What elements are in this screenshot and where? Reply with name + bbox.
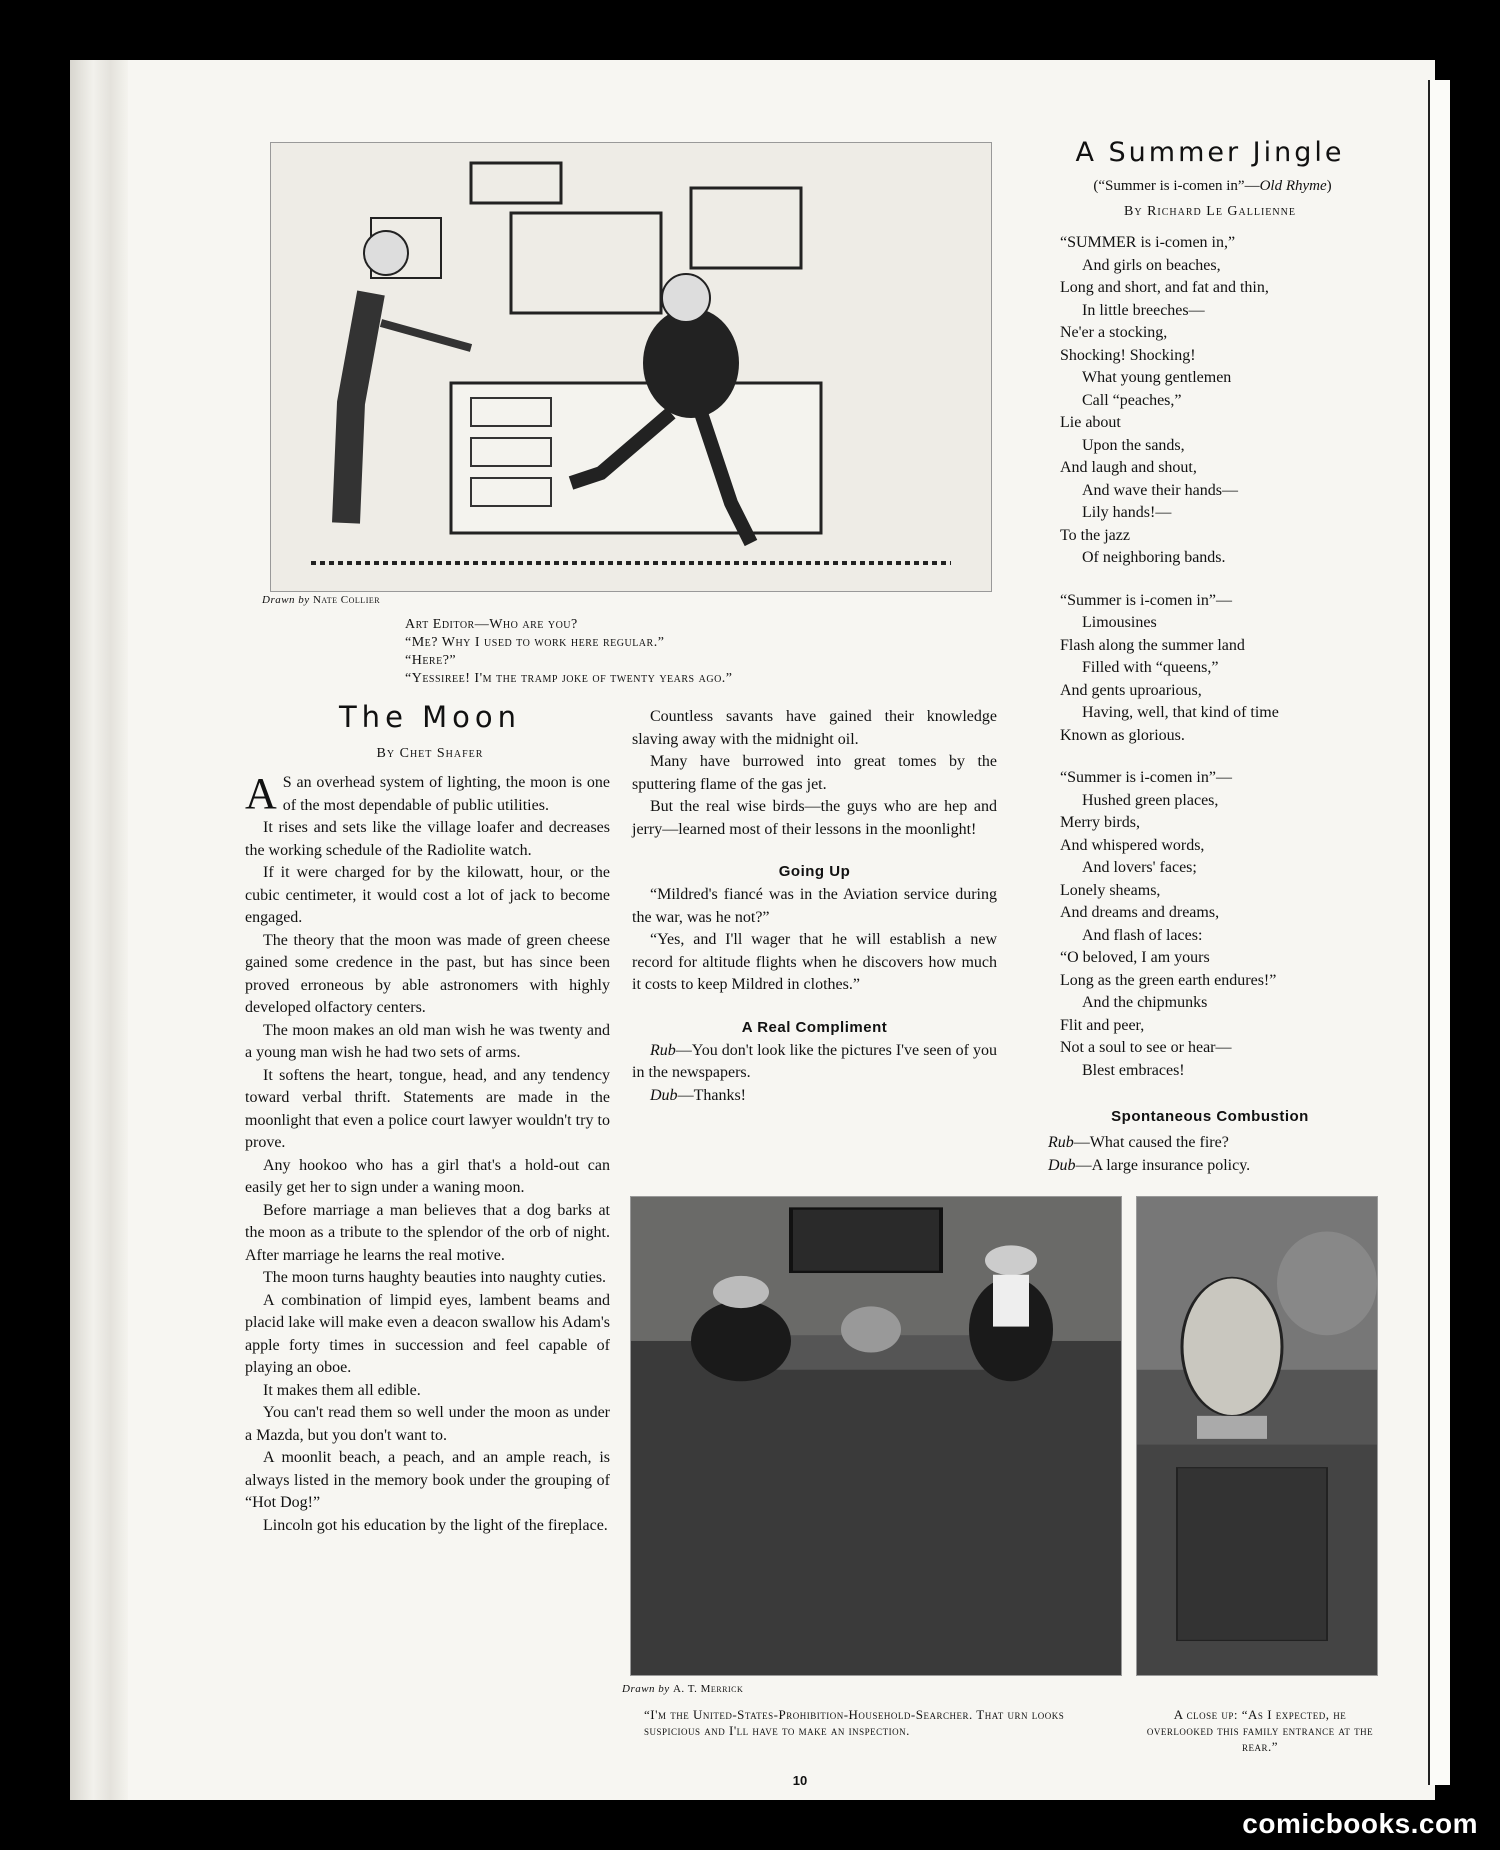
moon-article-col1	[245, 769, 610, 1537]
poem-stanza-3	[1060, 767, 1400, 1082]
paragraph: A moonlit beach, a peach, and an ample reach, is always listed in the memory book under the grouping of “Hot Dog!”	[245, 1449, 610, 1511]
page-binding-edge	[70, 60, 128, 1800]
paragraph: The theory that the moon was made of green cheese gained some credence in the past, but has since been proved erroneous by able astronomers with highly developed olfactory centers.	[245, 931, 610, 1016]
moon-byline: By Chet Shafer	[376, 746, 484, 761]
jingle-subtitle: (“Summer is i-comen in”—Old Rhyme)	[1093, 178, 1332, 194]
poem-line: Long and short, and fat and thin,	[1060, 279, 1269, 296]
compliment-dialogue	[632, 1040, 997, 1108]
paragraph: “Yes, and I'll wager that he will establish a new record for altitude flights when he discovers how much it costs to keep Mildred in clothes.”	[632, 931, 997, 993]
jingle-title: A Summer Jingle	[1075, 137, 1345, 168]
poem-line: Lie about	[1060, 414, 1121, 431]
dialogue-line: Dub—Thanks!	[650, 1086, 746, 1104]
poem-line: Not a soul to see or hear—	[1060, 1039, 1232, 1056]
paragraph: It rises and sets like the village loafer and decreases the working schedule of the Radiolite watch.	[245, 819, 610, 859]
poem-line: Having, well, that kind of time	[1082, 704, 1279, 721]
paragraph: Many have burrowed into great tomes by the sputtering flame of the gas jet.	[632, 753, 997, 793]
poem-line: “Summer is i-comen in”—	[1060, 769, 1232, 786]
bottom-illustration-credit: Drawn by A. T. Merrick	[622, 1683, 744, 1695]
paragraph: If it were charged for by the kilowatt, hour, or the cubic centimeter, it would cost a lot of jack to become engaged.	[245, 864, 610, 926]
poem-line: “O beloved, I am yours	[1060, 949, 1210, 966]
dialogue-line: Rub—You don't look like the pictures I've seen of you in the newspapers.	[632, 1041, 997, 1081]
poem-line: Lily hands!—	[1082, 504, 1172, 521]
poem-line: Merry birds,	[1060, 814, 1140, 831]
jingle-byline: By Richard Le Gallienne	[1124, 204, 1296, 219]
jingle-poem	[1060, 232, 1400, 1082]
paragraph: The moon makes an old man wish he was twenty and a young man wish he had two sets of arms.	[245, 1021, 610, 1061]
poem-line: Upon the sands,	[1082, 436, 1185, 454]
poem-line: Flit and peer,	[1060, 1016, 1145, 1034]
family-entrance-illustration	[1136, 1196, 1378, 1676]
poem-line: And whispered words,	[1060, 836, 1205, 854]
dialogue-line: Dub—A large insurance policy.	[1048, 1156, 1251, 1174]
paragraph: But the real wise birds—the guys who are hep and jerry—learned most of their lessons in the moonlight!	[632, 798, 997, 838]
caption-line: Art Editor—Who are you?	[405, 617, 578, 632]
poem-line: “SUMMER is i-comen in,”	[1060, 234, 1236, 251]
poem-line: Shocking! Shocking!	[1060, 346, 1196, 364]
caption-line: “Me? Why I used to work here regular.”	[405, 635, 665, 650]
poem-line: Of neighboring bands.	[1082, 549, 1226, 566]
page-number: 10	[792, 1773, 808, 1788]
poem-line: And the chipmunks	[1082, 994, 1208, 1011]
poem-line: Lonely sheams,	[1060, 881, 1161, 899]
moon-article-col2	[632, 706, 997, 1107]
poem-line: And laugh and shout,	[1060, 459, 1197, 476]
poem-line: Filled with “queens,”	[1082, 659, 1219, 676]
paragraph: It makes them all edible.	[263, 1381, 421, 1399]
paragraph: The moon turns haughty beauties into naughty cuties.	[263, 1269, 607, 1286]
paragraph: It softens the heart, tongue, head, and any tendency toward verbal thrift. Statements are made in the moonlight that even a police court lawyer wouldn't try to prove.	[245, 1066, 610, 1151]
poem-line: And lovers' faces;	[1082, 859, 1197, 876]
poem-line: Flash along the summer land	[1060, 636, 1245, 654]
compliment-heading: A Real Compliment	[741, 1018, 888, 1036]
moon-title: The Moon	[338, 700, 522, 734]
poem-line: What young gentlemen	[1082, 369, 1232, 386]
poem-line: And flash of laces:	[1082, 926, 1203, 944]
paragraph: Lincoln got his education by the light of the fireplace.	[263, 1516, 608, 1534]
paragraph: Countless savants have gained their knowledge slaving away with the midnight oil.	[632, 708, 997, 748]
dialogue-line: Rub—What caused the fire?	[1048, 1134, 1229, 1151]
paragraph: Before marriage a man believes that a dog barks at the moon as a tribute to the splendor of the orb of night. After marriage he learns the real motive.	[245, 1201, 610, 1264]
site-watermark: comicbooks.com	[1242, 1808, 1478, 1839]
paragraph: Any hookoo who has a girl that's a hold-out can easily get her to sign under a waning moon.	[245, 1156, 610, 1196]
poem-line: And wave their hands—	[1082, 481, 1238, 499]
poem-line: Call “peaches,”	[1082, 391, 1182, 409]
prohibition-caption: “I'm the United-States-Prohibition-Household-Searcher. That urn looks suspicious and I'll have to make an inspection.	[644, 1707, 1065, 1738]
poem-line: Known as glorious.	[1060, 726, 1185, 744]
poem-stanza-1	[1060, 232, 1400, 570]
drop-cap: A	[245, 769, 277, 818]
moon-first-paragraph: A S an overhead system of lighting, the moon is one of the most dependable of public utilities.	[245, 769, 610, 818]
caption-line: “Here?”	[405, 653, 457, 668]
poem-stanza-2	[1060, 590, 1400, 748]
poem-line: Long as the green earth endures!”	[1060, 971, 1277, 989]
combustion-heading: Spontaneous Combustion	[1111, 1108, 1309, 1125]
poem-line: In little breeches—	[1082, 301, 1205, 319]
tramp-joke-cartoon	[270, 142, 992, 592]
poem-line: And dreams and dreams,	[1060, 904, 1220, 921]
poem-line: “Summer is i-comen in”—	[1060, 591, 1232, 609]
going-up-heading: Going Up	[778, 863, 851, 880]
top-cartoon-caption	[405, 616, 925, 688]
poem-line: And girls on beaches,	[1082, 256, 1221, 274]
poem-line: To the jazz	[1060, 526, 1130, 544]
combustion-dialogue	[1030, 1132, 1390, 1177]
poem-line: Ne'er a stocking,	[1060, 324, 1168, 341]
family-entrance-caption: A close up: “As I expected, he overlooked this family entrance at the rear.”	[1146, 1707, 1374, 1754]
poem-line: And gents uproarious,	[1060, 681, 1202, 699]
paragraph: You can't read them so well under the moon as under a Mazda, but you don't want to.	[245, 1404, 610, 1444]
facing-page-edge	[1428, 80, 1450, 1785]
poem-line: Limousines	[1082, 614, 1157, 631]
caption-line: “Yessiree! I'm the tramp joke of twenty years ago.”	[405, 671, 733, 686]
poem-line: Hushed green places,	[1082, 791, 1219, 809]
paragraph: A combination of limpid eyes, lambent beams and placid lake will make even a deacon swallow his Adam's apple forty times in succession and feel capable of playing an oboe.	[245, 1291, 610, 1376]
top-cartoon-credit: Drawn by Nate Collier	[262, 594, 381, 606]
poem-line: Blest embraces!	[1082, 1061, 1185, 1079]
paragraph: “Mildred's fiancé was in the Aviation service during the war, was he not?”	[632, 886, 997, 926]
prohibition-searcher-illustration	[630, 1196, 1122, 1676]
